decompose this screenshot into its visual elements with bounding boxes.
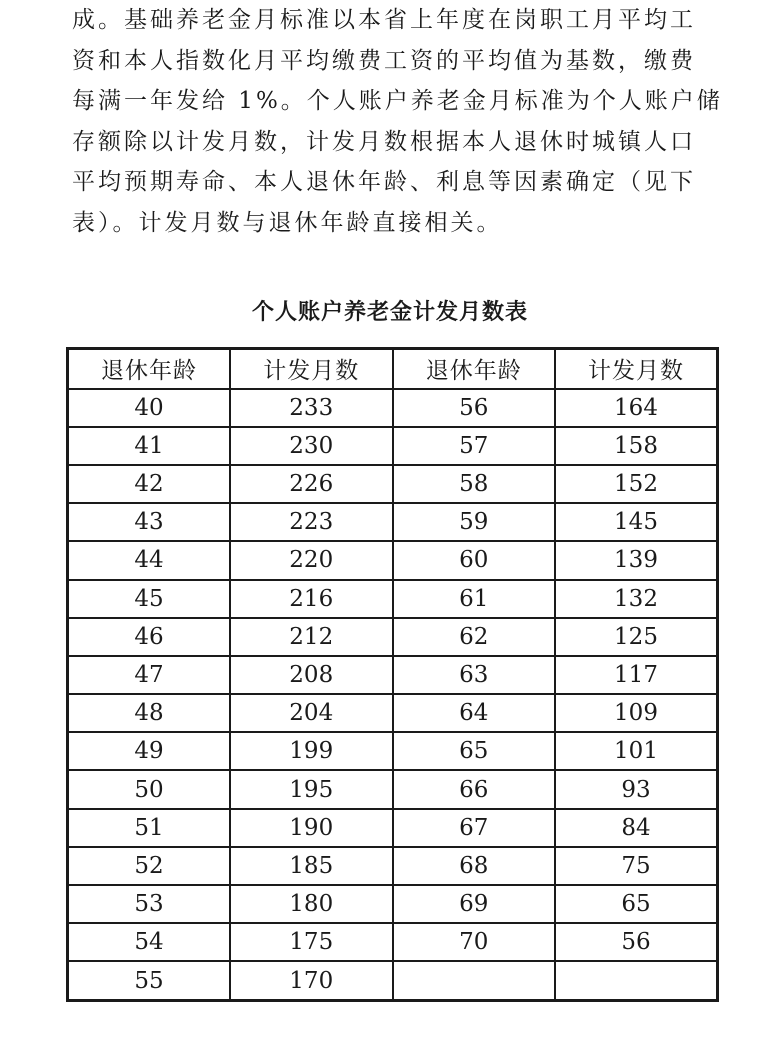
retirement-age-cell: 41: [68, 427, 231, 465]
retirement-age-cell: 61: [393, 580, 556, 618]
retirement-age-cell: 63: [393, 656, 556, 694]
payout-months-table: [66, 347, 719, 1002]
payout-months-cell: 117: [555, 656, 718, 694]
header-retirement-age: 退休年龄: [68, 349, 231, 389]
retirement-age-cell: 60: [393, 541, 556, 579]
table-row: [68, 809, 718, 847]
payout-months-cell: 56: [555, 923, 718, 961]
retirement-age-cell: 62: [393, 618, 556, 656]
payout-months-cell: 132: [555, 580, 718, 618]
payout-months-cell: 180: [230, 885, 393, 923]
table-row: [68, 465, 718, 503]
table-header-row: [68, 349, 718, 389]
payout-months-cell: 65: [555, 885, 718, 923]
payout-months-cell: 101: [555, 732, 718, 770]
table-row: [68, 427, 718, 465]
retirement-age-cell: 58: [393, 465, 556, 503]
retirement-age-cell: 65: [393, 732, 556, 770]
table-row: [68, 770, 718, 808]
retirement-age-cell: 44: [68, 541, 231, 579]
payout-months-cell: [555, 961, 718, 1000]
retirement-age-cell: 56: [393, 389, 556, 427]
payout-months-cell: 199: [230, 732, 393, 770]
retirement-age-cell: 66: [393, 770, 556, 808]
table-row: [68, 580, 718, 618]
retirement-age-cell: 43: [68, 503, 231, 541]
payout-months-cell: 216: [230, 580, 393, 618]
retirement-age-cell: 57: [393, 427, 556, 465]
payout-months-cell: 226: [230, 465, 393, 503]
paragraph-line: 成。基础养老金月标准以本省上年度在岗职工月平均工: [72, 7, 696, 33]
payout-months-cell: 164: [555, 389, 718, 427]
payout-months-cell: 230: [230, 427, 393, 465]
retirement-age-cell: 51: [68, 809, 231, 847]
payout-months-cell: 220: [230, 541, 393, 579]
paragraph-line: 资和本人指数化月平均缴费工资的平均值为基数，缴费: [72, 47, 696, 74]
paragraph-line: 表）。计发月数与退休年龄直接相关。: [72, 209, 503, 236]
header-payout-months: 计发月数: [555, 349, 718, 389]
table-row: [68, 694, 718, 732]
payout-months-cell: 93: [555, 770, 718, 808]
payout-months-cell: 208: [230, 656, 393, 694]
paragraph-line: 存额除以计发月数，计发月数根据本人退休时城镇人口: [72, 128, 696, 155]
table-row: [68, 961, 718, 1000]
retirement-age-cell: 50: [68, 770, 231, 808]
payout-months-cell: 175: [230, 923, 393, 961]
payout-months-cell: 204: [230, 694, 393, 732]
header-payout-months: 计发月数: [230, 349, 393, 389]
table-row: [68, 389, 718, 427]
retirement-age-cell: 67: [393, 809, 556, 847]
payout-months-cell: 125: [555, 618, 718, 656]
retirement-age-cell: 40: [68, 389, 231, 427]
table-row: [68, 923, 718, 961]
table-row: [68, 656, 718, 694]
retirement-age-cell: 53: [68, 885, 231, 923]
retirement-age-cell: 42: [68, 465, 231, 503]
retirement-age-cell: 52: [68, 847, 231, 885]
paragraph-line: 平均预期寿命、本人退休年龄、利息等因素确定（见下: [72, 169, 696, 195]
table-row: [68, 732, 718, 770]
header-retirement-age: 退休年龄: [393, 349, 556, 389]
retirement-age-cell: 70: [393, 923, 556, 961]
table-row: [68, 503, 718, 541]
payout-months-cell: 75: [555, 847, 718, 885]
payout-months-cell: 139: [555, 541, 718, 579]
retirement-age-cell: 55: [68, 961, 231, 1000]
retirement-age-cell: 59: [393, 503, 556, 541]
retirement-age-cell: 54: [68, 923, 231, 961]
retirement-age-cell: 48: [68, 694, 231, 732]
retirement-age-cell: 45: [68, 580, 231, 618]
payout-months-cell: 170: [230, 961, 393, 1000]
payout-months-cell: 195: [230, 770, 393, 808]
paragraph-line: 每满一年发给 1%。个人账户养老金月标准为个人账户储: [72, 88, 723, 114]
table-body: [68, 389, 718, 1001]
retirement-age-cell: [393, 961, 556, 1000]
retirement-age-cell: 47: [68, 656, 231, 694]
retirement-age-cell: 49: [68, 732, 231, 770]
table-row: [68, 541, 718, 579]
retirement-age-cell: 69: [393, 885, 556, 923]
payout-months-cell: 84: [555, 809, 718, 847]
payout-months-cell: 145: [555, 503, 718, 541]
payout-months-cell: 185: [230, 847, 393, 885]
payout-months-cell: 212: [230, 618, 393, 656]
payout-months-cell: 109: [555, 694, 718, 732]
payout-months-cell: 233: [230, 389, 393, 427]
retirement-age-cell: 46: [68, 618, 231, 656]
table-row: [68, 885, 718, 923]
payout-months-cell: 223: [230, 503, 393, 541]
retirement-age-cell: 64: [393, 694, 556, 732]
body-paragraph: [72, 0, 722, 243]
table-row: [68, 618, 718, 656]
table-row: [68, 847, 718, 885]
payout-months-cell: 152: [555, 465, 718, 503]
retirement-age-cell: 68: [393, 847, 556, 885]
payout-months-cell: 158: [555, 427, 718, 465]
table-title: 个人账户养老金计发月数表: [251, 300, 528, 325]
payout-months-cell: 190: [230, 809, 393, 847]
